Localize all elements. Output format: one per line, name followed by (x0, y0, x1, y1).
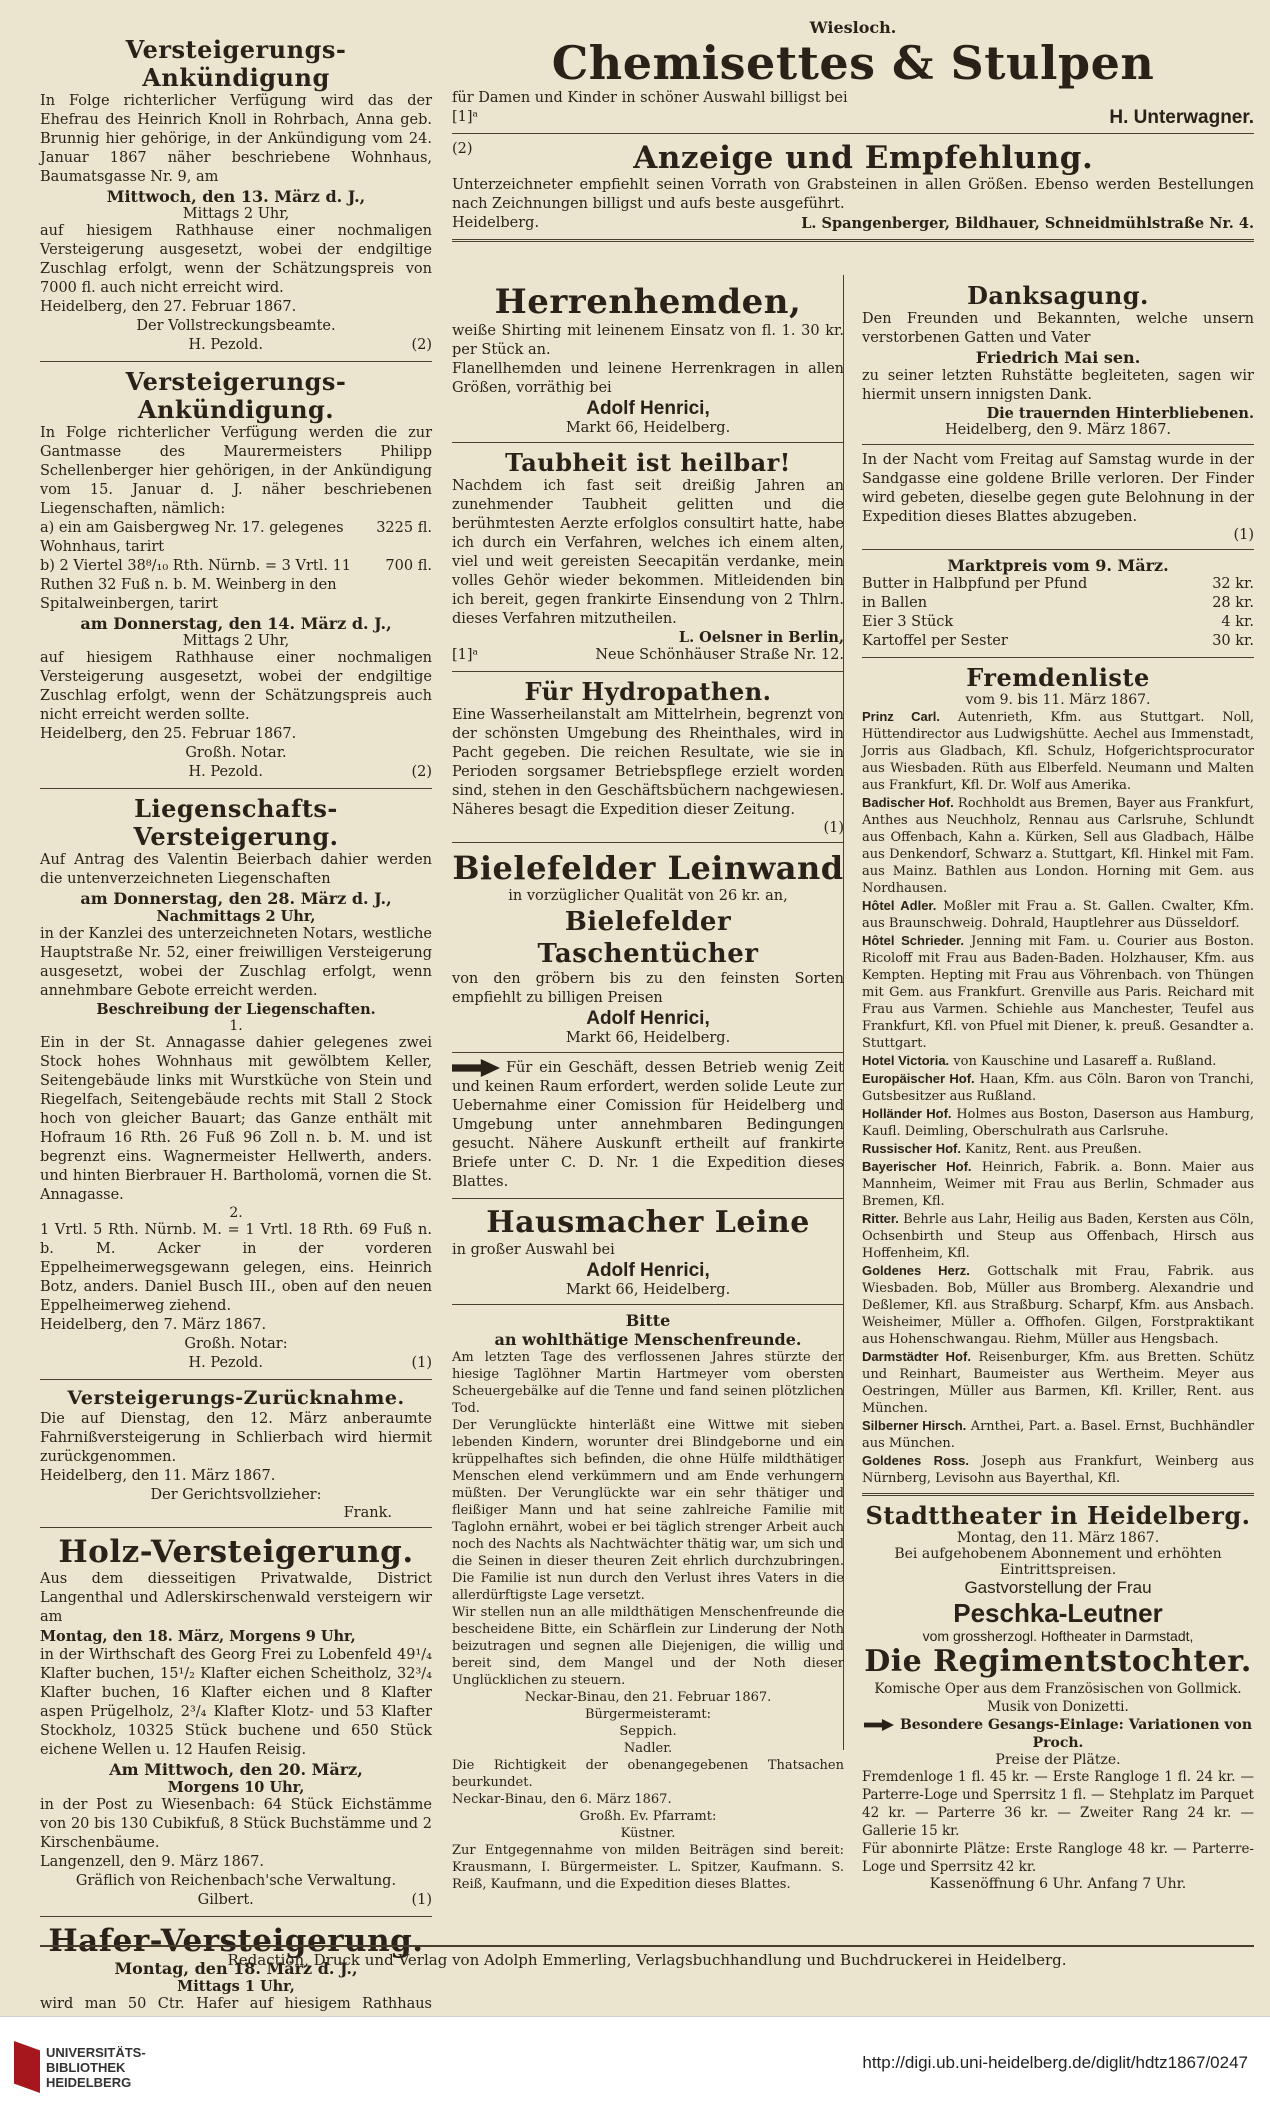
guest-entry (862, 794, 1254, 897)
signature-name: H. Pezold. (188, 1355, 263, 1371)
merchant-name: Adolf Henrici, (586, 1260, 710, 1281)
signature: L. Spangenberger, Bildhauer, Schneidmühlstraße Nr. 4. (801, 215, 1254, 232)
column-1 (40, 36, 432, 2016)
ad-text: Wir stellen nun an alle mildthätigen Menschenfreunde die bescheidene Bitte, ein Schärflein zur Linderung der Noth beizutragen und segnen alle Diejenigen, die willig und bereit sind, dem Mangel und der Noth dieser Unglücklichen zu steuern. (452, 1605, 844, 1688)
guest-text: Arnthei, Part. a. Basel. Ernst, Buchhändler aus München. (862, 1419, 1255, 1451)
ad-title: Stadttheater in Heidelberg. (865, 1501, 1251, 1530)
price-value: 4 kr. (1221, 614, 1254, 630)
fremdenliste (862, 664, 1254, 1487)
ad-place: Heidelberg, den 25. Februar 1867. (40, 726, 297, 742)
guest-text: Haan, Kfm. aus Cöln. Baron von Tranchi, Gutsbesitzer aus Rußland. (862, 1072, 1255, 1104)
signature-name: Nadler. (623, 1741, 673, 1756)
ad-title: Herrenhemden, (494, 282, 802, 322)
opening-time: Kassenöffnung 6 Uhr. Anfang 7 Uhr. (929, 1876, 1187, 1892)
guest-entry (862, 1105, 1254, 1140)
prices-abo: Für abonnirte Plätze: Erste Rangloge 48 kr. — Parterre-Loge und Sperrsitz 42 kr. (862, 1841, 1254, 1875)
logo-line: HEIDELBERG (46, 2074, 132, 2090)
hotel-name: Russischer Hof. (862, 1141, 961, 1156)
signature: Der Gerichtsvollzieher: (150, 1487, 322, 1503)
ad-holz (40, 1534, 432, 1910)
hotel-name: Hôtel Schrieder. (862, 933, 965, 948)
ad-number: [1]ᵃ (452, 109, 479, 125)
ad-text: in der Wirthschaft des Georg Frei zu Lobenfeld 49¹/₄ Klafter buchen, 15¹/₂ Klafter eichen Scheitholz, 32³/₄ Klafter buchen, 16 Klafter eichen und 8 Klafter aspen Prügelholz, 2³/₄ Klafter Klotz- und 53 Klafter Stockholz, 10325 Stück buchene und 650 Stück eichene Wellen u. 12 Haufen Reisig. (40, 1647, 432, 1758)
ad-time: Mittags 1 Uhr, (177, 1978, 295, 1995)
ad-date: Am Mittwoch, den 20. März, (109, 1760, 363, 1779)
ad-text: wird man 50 Ctr. Hafer auf hiesigem Rathhaus (40, 1996, 432, 2012)
signature: Gräflich von Reichenbach'sche Verwaltung. (75, 1873, 397, 1889)
ad-text: weiße Shirting mit leinenem Einsatz von fl. 1. 30 kr. per Stück an. (452, 323, 844, 358)
deceased-name: Friedrich Mai sen. (975, 348, 1141, 367)
guest-text: Reisenburger, Kfm. aus Bretten. Schütz und Reinhart, Baumeister aus Wertheim. Meyer aus Oestringen, Müller aus Barmen, Kfl. Kriller, Rent. aus München. (862, 1350, 1255, 1416)
hotel-name: Goldenes Herz. (862, 1263, 970, 1278)
ad-title: Versteigerungs-Ankündigung (125, 35, 347, 92)
ad-time: Mittags 2 Uhr, (182, 633, 290, 649)
ad-date: Montag, den 18. März d. J., (114, 1959, 358, 1978)
ad-geschaeft (452, 1059, 844, 1192)
ad-title: Liegenschafts-Versteigerung. (133, 794, 339, 851)
anzeige-title: Anzeige und Empfehlung. (633, 140, 1094, 176)
ad-number: (1) (1233, 527, 1254, 543)
performer-origin: vom grossherzogl. Hoftheater in Darmstadt, (922, 1628, 1194, 1644)
ad-hausmacher (452, 1205, 844, 1298)
prices-title: Preise der Plätze. (995, 1752, 1121, 1768)
ad-text: Auf Antrag des Valentin Beierbach dahier werden die untenverzeichneten Liegenschaften (40, 852, 432, 887)
ad-place: Heidelberg, den 27. Februar 1867. (40, 299, 297, 315)
signature: Bürgermeisteramt: (584, 1707, 712, 1722)
hotel-name: Darmstädter Hof. (862, 1349, 971, 1364)
ad-time: Nachmittags 2 Uhr, (156, 908, 316, 925)
ad-bitte (452, 1311, 844, 1893)
guest-text: von Kauschine und Lasareff a. Rußland. (953, 1054, 1217, 1069)
signature: Großh. Notar. (185, 745, 287, 761)
ad-taubheit (452, 449, 844, 665)
ad-herrenhemden (452, 282, 844, 436)
item-value: 3225 fl. (376, 520, 432, 536)
ad-title: Für Hydropathen. (524, 677, 772, 706)
ad-subtitle: Beschreibung der Liegenschaften. (96, 1001, 376, 1018)
extra-note: Besondere Gesangs-Einlage: Variationen von Proch. (899, 1717, 1253, 1751)
prices-text: Fremdenloge 1 fl. 45 kr. — Erste Rangloge 1 fl. 24 kr. — Parterre-Loge und Sperrsitz 1 fl. — Stehplatz im Parquet 42 kr. — Parterre 36 kr. — Zweiter Rang 24 kr. — Gallerie 15 kr. (862, 1769, 1254, 1839)
merchant-address: Markt 66, Heidelberg. (565, 420, 731, 436)
guest-entry (862, 1140, 1254, 1158)
guest-text: Rochholdt aus Bremen, Bayer aus Frankfurt, Anthes aus Neuchholz, Rennau aus Carlsruhe, Schlundt aus Offenbach, Kahn a. Kürken, Sell aus Gladbach, Hälbe aus Denkendorf, Schwarz a. Stuttgart, Kfl. Hinkel mit Fam. aus Mainz. Bathlen aus London. Horning mit Gem. aus Nordhausen. (862, 796, 1254, 896)
ad-text: Zur Entgegennahme von milden Beiträgen sind bereit: Krausmann, I. Bürgermeister. L. Spitzer, Kaufmann. S. Reiß, Kaufmann, und die Expedition dieses Blattes. (452, 1843, 844, 1892)
ad-title: Taubheit ist heilbar! (505, 448, 791, 477)
ad-subtitle: an wohlthätige Menschenfreunde. (494, 1330, 802, 1349)
ad-text: Der Verunglückte hinterläßt eine Wittwe mit sieben lebenden Kindern, worunter drei Blindgeborne und ein krüppelhaftes sich befinden, die ohne Hülfe mildthätiger Menschen elend verkümmern und am Ende verhungern müßten. Der Verunglückte war ein sehr thätiger und fleißiger Mann und hat seine zahlreiche Familie mit Taglohn ernährt, wobei er bei täglich strenger Arbeit auch noch des Nachts als Nachtwächter thätig war, um sich und die Seinen in dieser theuren Zeit ehrlich durchzubringen. Die Familie ist nun durch den Verlust ihres Vaters in die allerdürftigste Lage versetzt. (452, 1418, 844, 1603)
guest-entry (862, 1348, 1254, 1417)
ad-place: Neckar-Binau, den 6. März 1867. (452, 1792, 672, 1807)
guest-text: Kanitz, Rent. aus Preußen. (965, 1142, 1142, 1157)
price-label: Kartoffel per Sester (862, 633, 1008, 649)
marktpreis (862, 556, 1254, 651)
signature-name: H. Pezold. (188, 764, 263, 780)
ad-subtitle: vom 9. bis 11. März 1867. (965, 692, 1151, 708)
ad-title: Bielefelder Leinwand (452, 849, 844, 887)
performer-name: Peschka-Leutner (953, 1598, 1163, 1628)
guest-entry (862, 1452, 1254, 1487)
price-table (862, 575, 1254, 651)
guest-label: Gastvorstellung der Frau (964, 1578, 1152, 1597)
price-value: 28 kr. (1212, 595, 1254, 611)
ad-title: Versteigerungs-Zurücknahme. (67, 1387, 405, 1409)
ad-title: Fremdenliste (966, 663, 1150, 692)
ad-title: Danksagung. (967, 281, 1149, 310)
guest-entry (862, 1070, 1254, 1105)
pointing-hand-icon (864, 1719, 894, 1731)
price-value: 32 kr. (1212, 576, 1254, 592)
ad-text: Die auf Dienstag, den 12. März anberaumte Fahrnißversteigerung in Schlierbach wird hiermit zurückgenommen. (40, 1411, 432, 1465)
price-label: Butter in Halbpfund per Pfund (862, 576, 1088, 592)
guest-entry (862, 1052, 1254, 1070)
guest-entry (862, 1158, 1254, 1210)
logo-line: BIBLIOTHEK (46, 2059, 126, 2075)
ad-text: auf hiesigem Rathhause einer nochmaligen Versteigerung ausgesetzt, wobei der endgiltige Zuschlag erfolgt, wenn der Schätzungspreis von 7000 fl. auch nicht erreicht wird. (40, 223, 432, 296)
ad-text: In der Nacht vom Freitag auf Samstag wurde in der Sandgasse eine goldene Brille verloren. Der Finder wird gebeten, dieselbe gegen gute Belohnung in der Expedition dieses Blattes abzugeben. (862, 452, 1254, 525)
hotel-name: Europäischer Hof. (862, 1071, 975, 1086)
guest-list (862, 708, 1254, 1487)
signature: Der Vollstreckungsbeamte. (136, 318, 336, 334)
guest-text: Joseph aus Frankfurt, Weinberg aus Nürnberg, Levisohn aus Bayerthal, Kfl. (862, 1454, 1254, 1486)
ad-place: Heidelberg, den 11. März 1867. (40, 1468, 276, 1484)
ad-title: Bielefelder Taschentücher (537, 907, 759, 969)
place-label: Wiesloch. (809, 18, 897, 37)
hotel-name: Goldenes Ross. (862, 1453, 969, 1468)
guest-text: Jenning mit Fam. u. Courier aus Boston. Ricoloff mit Frau aus Baden-Baden. Holzhauser, Kfm. aus Kempten. Hepting mit Frau aus Vöhrenbach. von Thüngen mit Gem. aus Frankfurt. Grenville aus Paris. Reichard mit Frau aus Varmen. Schiehle aus Manchester, Teufel aus Frankfurt, Kfl. von Pfuel mit Diener, k. preuß. Gesandter a. Stuttgart. (862, 934, 1254, 1051)
price-label: Eier 3 Stück (862, 614, 954, 630)
hotel-name: Hotel Victoria. (862, 1053, 950, 1068)
ad-text: in vorzüglicher Qualität von 26 kr. an, (508, 888, 788, 904)
merchant-name: H. Unterwagner. (1109, 107, 1254, 128)
column-3 (862, 282, 1254, 1896)
signature-name: Frank. (343, 1505, 392, 1521)
pointing-hand-icon (452, 1059, 500, 1077)
guest-text: Heinrich, Fabrik. a. Bonn. Maier aus Mannheim, Weimer mit Frau aus Berlin, Schmader aus Bremen, Kfl. (862, 1160, 1254, 1209)
ad-number: [1]ᵃ (452, 647, 479, 663)
play-title: Die Regimentstochter. (864, 1644, 1252, 1679)
logo-line: UNIVERSITÄTS- (46, 2044, 146, 2060)
ad-zuruecknahme (40, 1386, 432, 1521)
signature-name: Seppich. (619, 1724, 677, 1739)
ad-liegenschaft (40, 795, 432, 1373)
ad-versteigerung-2 (40, 368, 432, 782)
ad-title: Marktpreis vom 9. März. (947, 556, 1169, 575)
guest-entry (862, 1210, 1254, 1262)
ad-text: von den gröbern bis zu den feinsten Sorten empfiehlt zu billigen Preisen (452, 971, 844, 1006)
hotel-name: Ritter. (862, 1211, 899, 1226)
signature: Großh. Notar: (184, 1336, 288, 1352)
ad-title: Holz-Versteigerung. (58, 1534, 414, 1570)
ad-number: (2) (452, 141, 473, 157)
university-library-logo[interactable] (14, 2041, 146, 2093)
ad-text: 1 Vrtl. 5 Rth. Nürnb. M. = 1 Vrtl. 18 Rth. 69 Fuß n. b. M. Acker in der vorderen Eppelheimerwegsgewann gelegen, eins. Heinrich Botz, anders. Daniel Busch III., oben auf den neuen Eppelheimerweg ziehend. (40, 1222, 432, 1314)
guest-text: Behrle aus Lahr, Heilig aus Baden, Kersten aus Cöln, Ochsenbirth und Steup aus Offenbach, Hirsch aus Hoffenheim, Kfl. (862, 1212, 1254, 1261)
ad-bielefelder (452, 849, 844, 1046)
signature: Die trauernden Hinterbliebenen. (986, 405, 1254, 422)
ad-title: Versteigerungs-Ankündigung. (125, 367, 347, 424)
item: b) 2 Viertel 38⁸/₁₀ Rth. Nürnb. = 3 Vrtl. 11 Ruthen 32 Fuß n. b. M. Weinberg in den Spitalweinbergen, tarirt (40, 558, 352, 612)
signature-name: Küstner. (620, 1826, 676, 1841)
hotel-name: Hôtel Adler. (862, 898, 937, 913)
guest-text: Moßler mit Frau a. St. Gallen. Cwalter, Kfm. aus Braunschweig. Dohrald, Hauptlehrer aus Düsseldorf. (862, 899, 1254, 931)
ad-date: am Donnerstag, den 14. März d. J., (80, 614, 392, 633)
ad-hafer (40, 1923, 432, 2016)
ad-text: auf hiesigem Rathhause einer nochmaligen Versteigerung ausgesetzt, wobei der endgiltige Zuschlag erfolgt, wenn der Schätzungspreis auch nicht erreicht werden sollte. (40, 650, 432, 723)
ad-date: Mittwoch, den 13. März d. J., (106, 187, 366, 206)
ad-versteigerung-1 (40, 36, 432, 355)
guest-text: Gottschalk mit Frau, Fabrik. aus Wiesbaden. Bob, Müller aus Bromberg. Alexandrie und Deßlemer, Kfl. aus Straßburg. Scharpf, Kfm. aus Ansbach. Weisheimer, Müller a. Offhofen. Gilgen, Forstpraktikant aus Hohenschwangau. Riehm, Müller aus Hengsbach. (862, 1264, 1254, 1347)
ad-number: (1) (823, 820, 844, 836)
ad-text: Am letzten Tage des verflossenen Jahres stürzte der hiesige Taglöhner Martin Hartmeyer vom obersten Scheuergebälke auf die Tenne und fand seinen plötzlichen Tod. (452, 1350, 844, 1416)
price-value: 30 kr. (1212, 633, 1254, 649)
ad-number: (1) (411, 1355, 432, 1371)
ad-date: Montag, den 18. März, Morgens 9 Uhr, (40, 1628, 356, 1645)
ad-number: (2) (411, 337, 432, 353)
anzeige-text: Unterzeichneter empfiehlt seinen Vorrath von Grabsteinen in allen Größen. Ebenso werden Bestellungen nach Zeichnungen billigst und aufs beste ausgeführt. (452, 177, 1254, 212)
guest-entry (862, 708, 1254, 794)
guest-entry (862, 1262, 1254, 1348)
price-label: in Ballen (862, 595, 928, 611)
price-row (862, 632, 1254, 651)
ad-text: Die Richtigkeit der obenangegebenen Thatsachen beurkundet. (452, 1758, 844, 1790)
item-number: 2. (229, 1205, 243, 1221)
signature-address: Neue Schönhäuser Straße Nr. 12. (595, 647, 844, 663)
ad-text: Ein in der St. Annagasse dahier gelegenes zwei Stock hohes Wohnhaus mit gewölbtem Keller, Seitengebäude links mit Wurstküche von Stein und Riegelfach, Seitengebäude rechts mit Stall 2 Stock hoch von gleicher Bauart; das Ganze enthält mit Hofraum 16 Rth. 26 Fuß 96 Zoll n. b. M. und ist begrenzt eins. Wagnermeister Hellwerth, anders. und hinten Bierbrauer H. Bartholomä, vornen die St. Annagasse. (40, 1035, 432, 1203)
library-logo-icon (14, 2041, 40, 2093)
place-label: Heidelberg. (452, 215, 540, 231)
ad-number: (2) (411, 764, 432, 780)
ad-text: Nachdem ich fast seit dreißig Jahren an zunehmender Taubheit gelitten und die berühmtesten Aerzte erfolglos consultirt hatte, habe ich durch ein Verfahren, welches ich einem alten, viel und weit gereisten Seecapitän verdanke, mein volles Gehör wieder bekommen. Mitleidenden bin ich bereit, gegen frankirte Einsendung von 2 Thlrn. dieses Verfahren mitzutheilen. (452, 478, 844, 627)
ad-place: Neckar-Binau, den 21. Februar 1867. (524, 1690, 772, 1705)
hotel-name: Prinz Carl. (862, 709, 940, 724)
ad-date: Montag, den 11. März 1867. (956, 1530, 1160, 1546)
item: a) ein am Gaisbergweg Nr. 17. gelegenes Wohnhaus, tarirt (40, 520, 344, 555)
ad-title: Hafer-Versteigerung. (48, 1923, 424, 1959)
ad-place: Langenzell, den 9. März 1867. (40, 1854, 264, 1870)
price-row (862, 594, 1254, 613)
price-row (862, 613, 1254, 632)
merchant-address: Markt 66, Heidelberg. (565, 1030, 731, 1046)
ad-text: Für ein Geschäft, dessen Betrieb wenig Zeit und keinen Raum erfordert, werden solide Leute zur Uebernahme einer Comission für Heidelberg und Umgebung unter annehmbaren Bedingungen gesucht. Nähere Auskunft ertheilt auf frankirte Briefe unter C. D. Nr. 1 die Expedition dieses Blattes. (452, 1060, 844, 1190)
ad-brille (862, 451, 1254, 543)
ad-text: In Folge richterlicher Verfügung werden die zur Gantmasse des Maurermeisters Philipp Schellenberger hier gehörigen, in der Ankündigung vom 15. Januar d. J. näher beschriebenen Liegenschaften, nämlich: (40, 425, 432, 517)
ad-text: Aus dem diesseitigen Privatwalde, District Langenthal und Adlerskirschenwald versteigern wir am (40, 1571, 432, 1625)
play-description: Komische Oper aus dem Französischen von Gollmick. Musik von Donizetti. (874, 1681, 1242, 1715)
library-footer-bar (0, 2016, 1270, 2113)
ad-text: in großer Auswahl bei (452, 1242, 615, 1258)
signature: Großh. Ev. Pfarramt: (579, 1809, 717, 1824)
ad-danksagung (862, 282, 1254, 438)
ad-text: Bei aufgehobenem Abonnement und erhöhten Eintrittspreisen. (894, 1546, 1222, 1578)
guest-text: Autenrieth, Kfm. aus Stuttgart. Noll, Hüttendirector aus Ludwigshütte. Aechel aus Immenstadt, Jorris aus Gladbach, Kfl. Schulz, Hofgerichtsprocurator aus Wiesbaden. Rüth aus Elberfeld. Neumann und Malten aus Frankfurt, Kfl. Dr. Wolf aus Amerika. (862, 710, 1254, 793)
hotel-name: Badischer Hof. (862, 795, 954, 810)
ad-date: am Donnerstag, den 28. März d. J., (80, 889, 392, 908)
signature: L. Oelsner in Berlin, (678, 629, 844, 646)
ad-text: In Folge richterlicher Verfügung wird das der Ehefrau des Heinrich Knoll in Rohrbach, Anna geb. Brunnig hier gehörige, in der Ankündigung vom 24. Januar 1867 näher beschriebene Wohnhaus, Baumatsgasse Nr. 9, am (40, 93, 432, 185)
ad-place: Heidelberg, den 9. März 1867. (944, 422, 1172, 438)
guest-entry (862, 1417, 1254, 1452)
ad-title: Bitte (625, 1311, 671, 1330)
guest-entry (862, 932, 1254, 1052)
merchant-name: Adolf Henrici, (586, 398, 710, 419)
ad-time: Morgens 10 Uhr, (167, 1779, 305, 1796)
ad-title: Hausmacher Leine (486, 1205, 810, 1240)
ad-text: Eine Wasserheilanstalt am Mittelrhein, begrenzt von der schönsten Umgebung des Rheinthales, wird in Pacht gegeben. Die reichen Resultate, wie sie in Perioden sorgsamer Betriebspflege erzielt worden sind, stehen in den Geschäftsbüchern nachgewiesen. Näheres besagt die Expedition dieser Zeitung. (452, 707, 844, 818)
ad-stadttheater (862, 1502, 1254, 1892)
source-url-link[interactable]: http://digi.ub.uni-heidelberg.de/diglit/hdtz1867/0247 (862, 2053, 1248, 2072)
hotel-name: Holländer Hof. (862, 1106, 952, 1121)
ad-text: Den Freunden und Bekannten, welche unsern verstorbenen Gatten und Vater (862, 311, 1254, 346)
hotel-name: Bayerischer Hof. (862, 1159, 972, 1174)
column-2 (452, 282, 844, 1897)
chemisettes-title: Chemisettes & Stulpen (551, 36, 1155, 90)
top-ads (452, 18, 1254, 248)
signature-name: H. Pezold. (188, 337, 263, 353)
merchant-address: Markt 66, Heidelberg. (565, 1282, 731, 1298)
ad-text: zu seiner letzten Ruhstätte begleiteten, sagen wir hiermit unsern innigsten Dank. (862, 368, 1254, 403)
guest-entry (862, 897, 1254, 932)
signature-name: Gilbert. (197, 1892, 254, 1908)
item-value: 700 fl. (385, 558, 432, 574)
item-number: 1. (229, 1018, 243, 1034)
ad-time: Mittags 2 Uhr, (182, 206, 290, 222)
ad-text: Flanellhemden und leinene Herrenkragen in allen Größen, vorräthig bei (452, 361, 844, 396)
ad-place: Heidelberg, den 7. März 1867. (40, 1317, 267, 1333)
hotel-name: Silberner Hirsch. (862, 1418, 967, 1433)
merchant-name: Adolf Henrici, (586, 1008, 710, 1029)
ad-hydropathen (452, 678, 844, 836)
ad-number: (1) (411, 1892, 432, 1908)
ad-text: in der Kanzlei des unterzeichneten Notars, westliche Hauptstraße Nr. 52, einer freiwilligen Versteigerung ausgesetzt, wobei der Zuschlag erfolgt, wenn annehmbare Gebote erreicht werden. (40, 926, 432, 999)
price-row (862, 575, 1254, 594)
chemisettes-text: für Damen und Kinder in schöner Auswahl billigst bei (452, 90, 848, 106)
guest-text: Holmes aus Boston, Daserson aus Hamburg, Kaufl. Deimling, Oberschulrath aus Carlsruhe. (862, 1107, 1254, 1139)
ad-text: in der Post zu Wiesenbach: 64 Stück Eichstämme von 20 bis 130 Cubikfuß, 8 Stück Buchstämme und 2 Kirschenbäume. (40, 1797, 432, 1851)
imprint: Redaction, Druck und Verlag von Adolph Emmerling, Verlagsbuchhandlung und Buchdruckerei in Heidelberg. (40, 1945, 1254, 1969)
